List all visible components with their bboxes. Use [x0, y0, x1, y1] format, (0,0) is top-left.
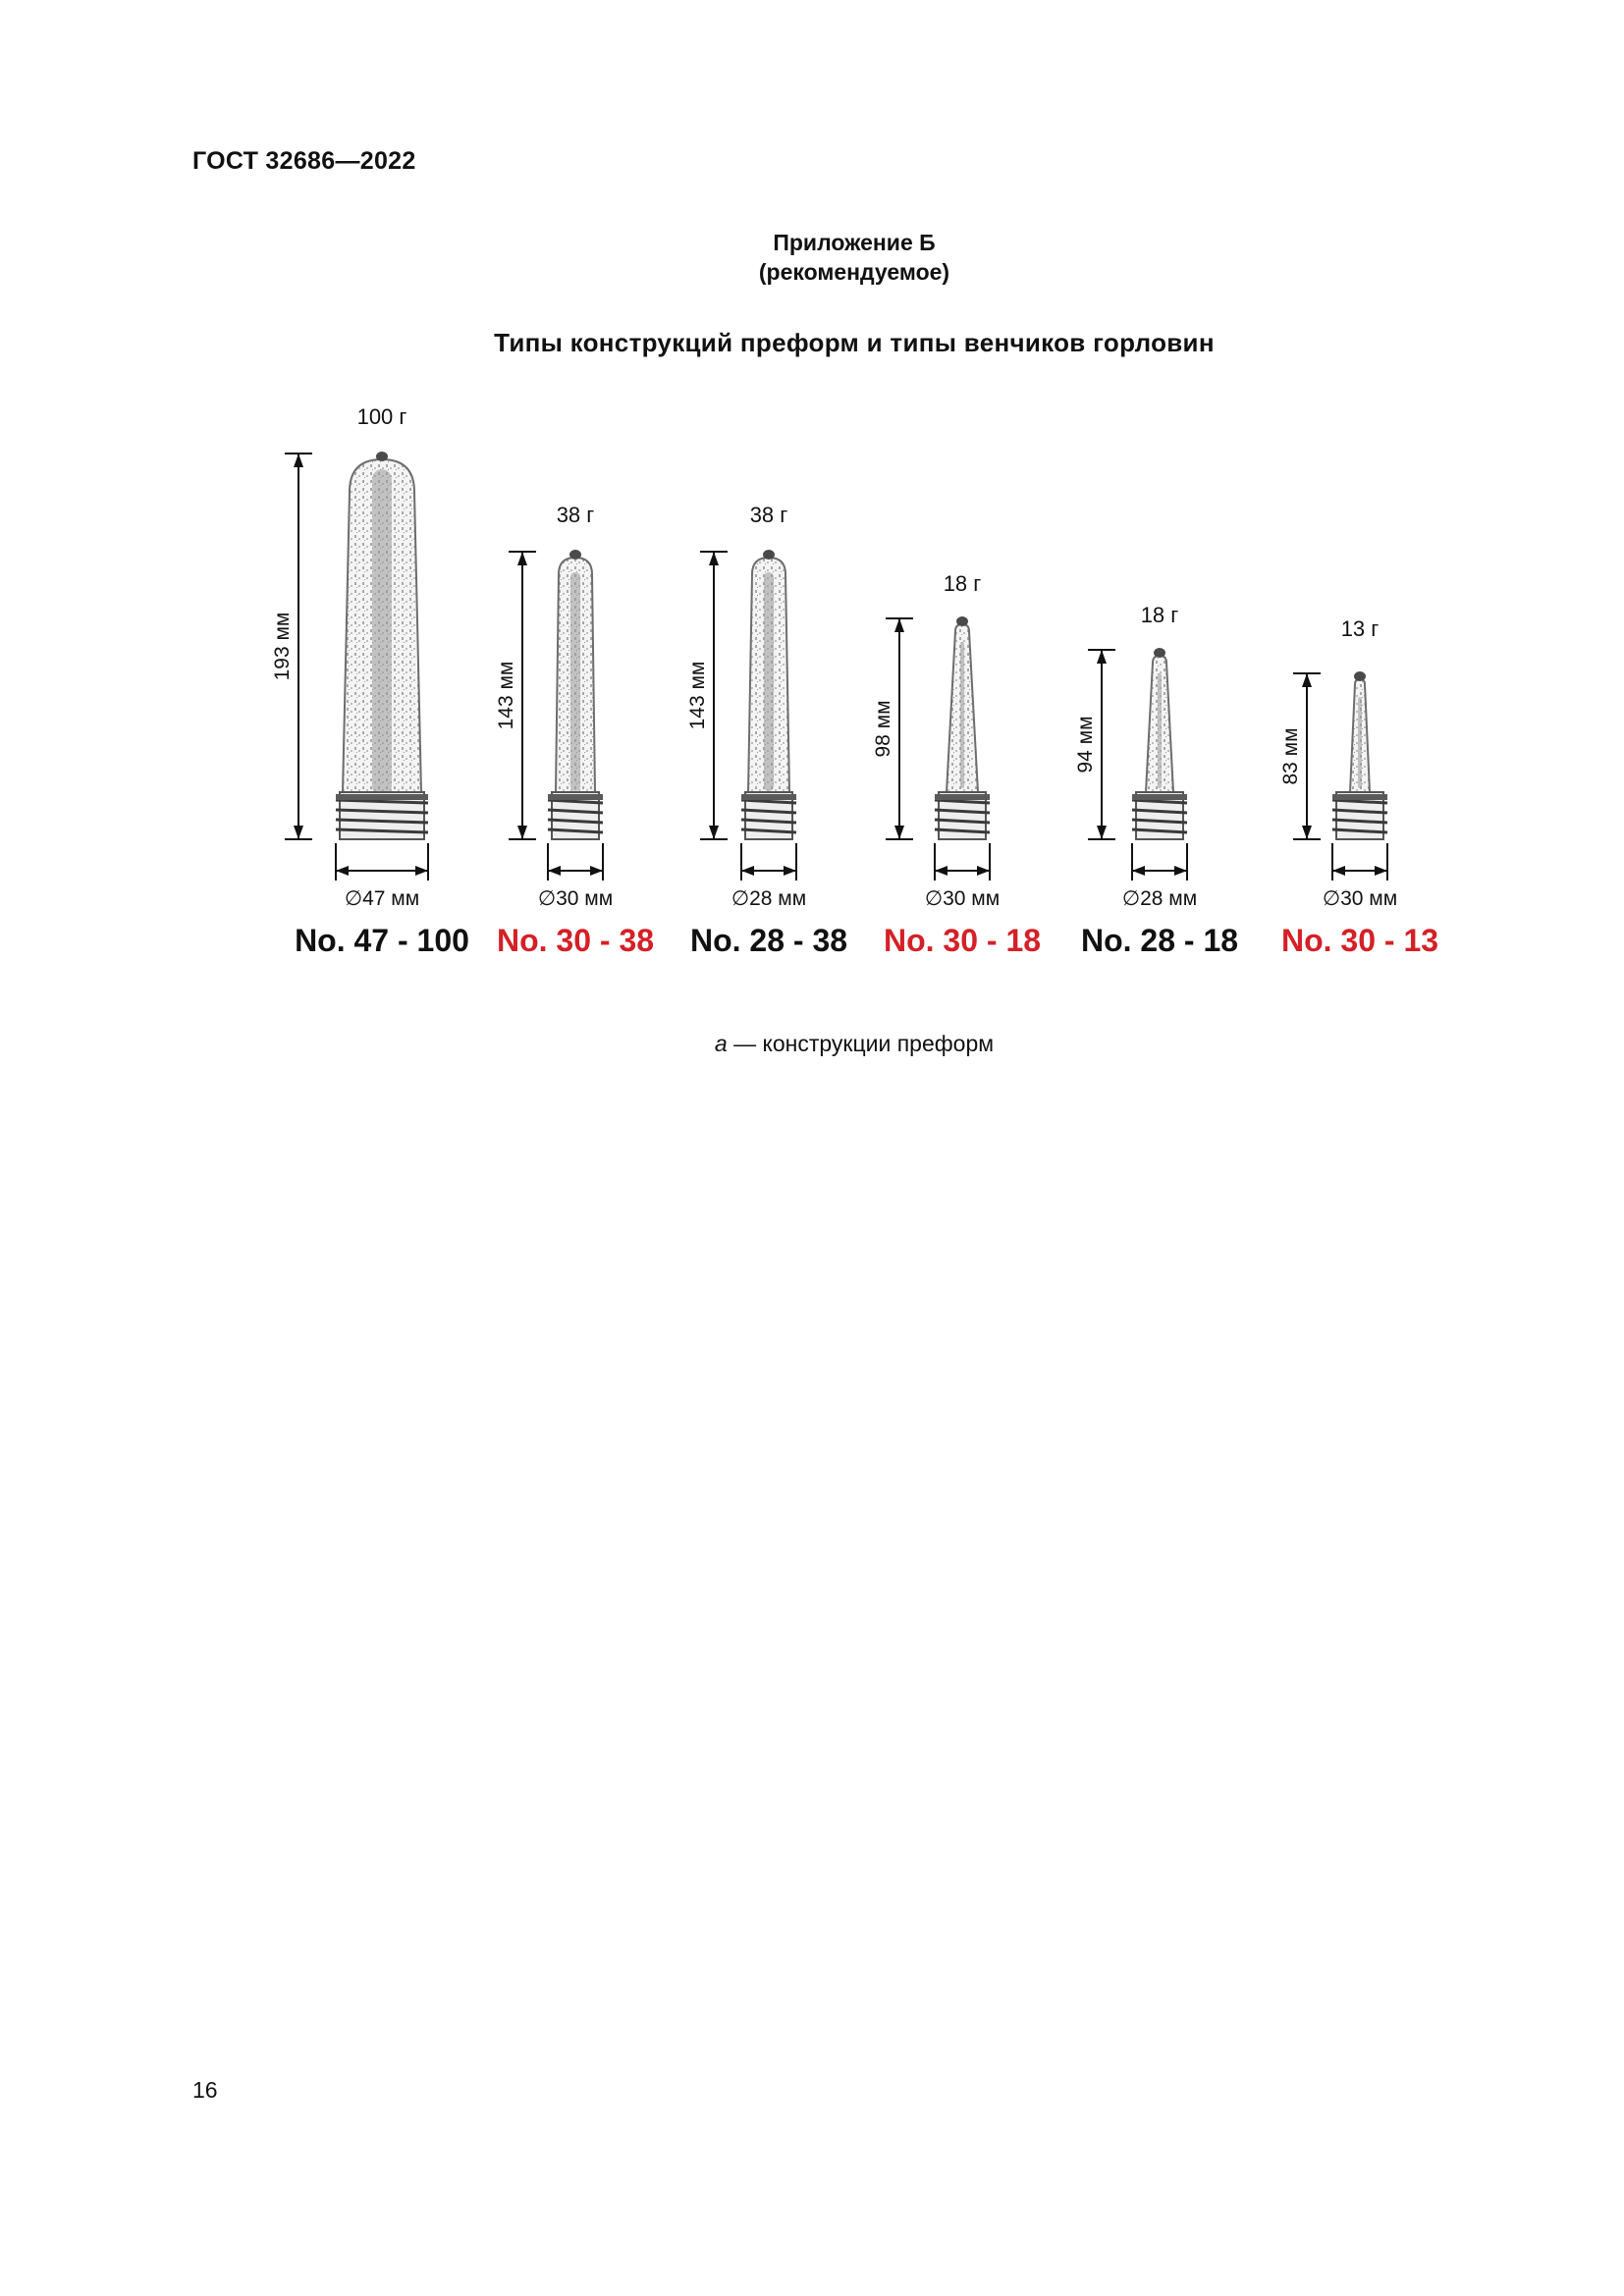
diameter-arrow-icon [548, 866, 561, 876]
figure-caption-text: — конструкции преформ [727, 1031, 995, 1056]
diameter-arrow-icon [741, 866, 754, 876]
height-arrow-icon [894, 826, 904, 839]
page-number: 16 [192, 2077, 218, 2103]
preform-gate [956, 616, 968, 626]
diameter-arrow-icon [336, 866, 349, 876]
height-label: 143 мм [495, 661, 517, 730]
diameter-arrow-icon [1174, 866, 1187, 876]
height-label: 98 мм [872, 700, 894, 758]
preform-gate [569, 550, 581, 560]
diameter-label: ∅47 мм [344, 887, 420, 910]
preform-item [1279, 616, 1438, 958]
height-arrow-icon [1302, 673, 1312, 687]
mass-label: 18 г [943, 571, 982, 596]
neck-support-ring [1132, 794, 1187, 800]
diameter-arrow-icon [977, 866, 990, 876]
height-arrow-icon [1302, 826, 1312, 839]
preform-figure [0, 0, 1624, 982]
height-label: 83 мм [1279, 727, 1302, 785]
diameter-label: ∅28 мм [1121, 887, 1198, 910]
model-label: No. 28 - 18 [1080, 923, 1239, 958]
figure-caption-letter: а [714, 1031, 728, 1056]
figure-caption [0, 1031, 1624, 1057]
model-label: No. 30 - 38 [496, 923, 655, 958]
preform-item [686, 503, 847, 958]
model-label: No. 30 - 18 [883, 923, 1042, 958]
height-arrow-icon [709, 552, 719, 565]
neck-support-ring [548, 794, 603, 800]
preform-item [271, 404, 469, 958]
preform-gate [763, 550, 775, 560]
height-label: 193 мм [271, 612, 294, 681]
diameter-label: ∅30 мм [924, 887, 1001, 910]
height-label: 94 мм [1074, 716, 1097, 774]
preform-gate [1354, 671, 1366, 681]
model-label: No. 28 - 38 [689, 923, 848, 958]
diameter-arrow-icon [1332, 866, 1345, 876]
height-arrow-icon [517, 552, 527, 565]
mass-label: 38 г [556, 503, 595, 527]
preform-gate [1154, 648, 1165, 658]
height-arrow-icon [709, 826, 719, 839]
mass-label: 13 г [1340, 616, 1380, 641]
mass-label: 18 г [1140, 603, 1179, 627]
diameter-arrow-icon [935, 866, 947, 876]
preform-item [495, 503, 654, 958]
height-arrow-icon [517, 826, 527, 839]
diameter-label: ∅30 мм [1322, 887, 1398, 910]
diameter-label: ∅30 мм [537, 887, 614, 910]
diameter-arrow-icon [590, 866, 603, 876]
neck-support-ring [935, 794, 990, 800]
diameter-arrow-icon [1132, 866, 1145, 876]
height-arrow-icon [294, 826, 303, 839]
appendix-status: (рекомендуемое) [758, 259, 950, 285]
mass-label: 38 г [749, 503, 788, 527]
height-arrow-icon [1097, 826, 1107, 839]
diameter-arrow-icon [415, 866, 428, 876]
mass-label: 100 г [356, 404, 407, 429]
neck-support-ring [1332, 794, 1387, 800]
diameter-arrow-icon [784, 866, 796, 876]
height-arrow-icon [1097, 650, 1107, 664]
preform-item [1074, 603, 1238, 958]
height-arrow-icon [294, 454, 303, 467]
model-label: No. 47 - 100 [295, 923, 469, 958]
appendix-title: Приложение Б [773, 230, 936, 255]
height-label: 143 мм [686, 661, 709, 730]
neck-support-ring [741, 794, 796, 800]
diameter-label: ∅28 мм [731, 887, 807, 910]
height-arrow-icon [894, 618, 904, 632]
model-label: No. 30 - 13 [1280, 923, 1439, 958]
section-title: Типы конструкций преформ и типы венчиков горловин [494, 328, 1215, 357]
diameter-arrow-icon [1375, 866, 1387, 876]
preform-gate [376, 452, 388, 461]
preform-item [872, 571, 1041, 958]
neck-support-ring [336, 794, 428, 800]
document-header: ГОСТ 32686—2022 [192, 147, 416, 175]
